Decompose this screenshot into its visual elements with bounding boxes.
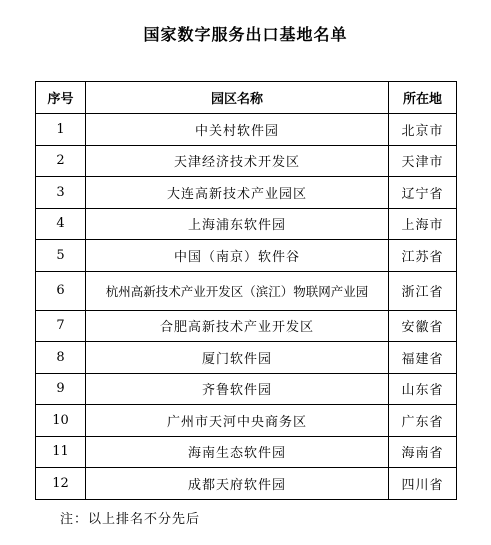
- row-location: 海南省: [389, 436, 457, 468]
- row-serial-number: 4: [36, 208, 86, 240]
- table-row: [36, 114, 457, 146]
- row-location: 福建省: [389, 342, 457, 374]
- footnote: 注：以上排名不分先后: [60, 512, 201, 527]
- row-serial-number: 12: [36, 468, 86, 500]
- row-park-name: 上海浦东软件园: [86, 208, 389, 240]
- row-park-name: 天津经济技术开发区: [86, 145, 389, 177]
- row-serial-number: 5: [36, 240, 86, 272]
- row-park-name: 齐鲁软件园: [86, 373, 389, 405]
- row-park-name: 海南生态软件园: [86, 436, 389, 468]
- row-serial-number: 3: [36, 177, 86, 209]
- table-header-row: [36, 82, 457, 114]
- row-location: 四川省: [389, 468, 457, 500]
- table-row: [36, 271, 457, 310]
- table-row: [36, 208, 457, 240]
- row-location: 北京市: [389, 114, 457, 146]
- row-serial-number: 6: [36, 271, 86, 310]
- table-row: [36, 405, 457, 437]
- table-row: [36, 342, 457, 374]
- table-row: [36, 436, 457, 468]
- table-row: [36, 240, 457, 272]
- row-location: 天津市: [389, 145, 457, 177]
- row-park-name: 成都天府软件园: [86, 468, 389, 500]
- row-serial-number: 1: [36, 114, 86, 146]
- table-row: [36, 177, 457, 209]
- row-location: 辽宁省: [389, 177, 457, 209]
- row-location: 安徽省: [389, 310, 457, 342]
- table-row: [36, 145, 457, 177]
- row-serial-number: 10: [36, 405, 86, 437]
- row-location: 山东省: [389, 373, 457, 405]
- row-serial-number: 8: [36, 342, 86, 374]
- row-park-name: 合肥高新技术产业开发区: [86, 310, 389, 342]
- table-row: [36, 310, 457, 342]
- row-location: 浙江省: [389, 271, 457, 310]
- row-serial-number: 7: [36, 310, 86, 342]
- table-row: [36, 468, 457, 500]
- row-park-name: 厦门软件园: [86, 342, 389, 374]
- row-location: 广东省: [389, 405, 457, 437]
- page-title: 国家数字服务出口基地名单: [143, 25, 348, 44]
- row-location: 上海市: [389, 208, 457, 240]
- row-park-name: 广州市天河中央商务区: [86, 405, 389, 437]
- row-serial-number: 9: [36, 373, 86, 405]
- row-park-name: 中关村软件园: [86, 114, 389, 146]
- row-park-name: 杭州高新技术产业开发区（滨江）物联网产业园: [86, 271, 389, 310]
- header-park-name: 园区名称: [86, 82, 389, 114]
- table-row: [36, 373, 457, 405]
- row-serial-number: 2: [36, 145, 86, 177]
- header-location: 所在地: [389, 82, 457, 114]
- header-serial-number: 序号: [36, 82, 86, 114]
- row-serial-number: 11: [36, 436, 86, 468]
- row-park-name: 中国（南京）软件谷: [86, 240, 389, 272]
- row-location: 江苏省: [389, 240, 457, 272]
- row-park-name: 大连高新技术产业园区: [86, 177, 389, 209]
- base-list-table: [35, 81, 457, 500]
